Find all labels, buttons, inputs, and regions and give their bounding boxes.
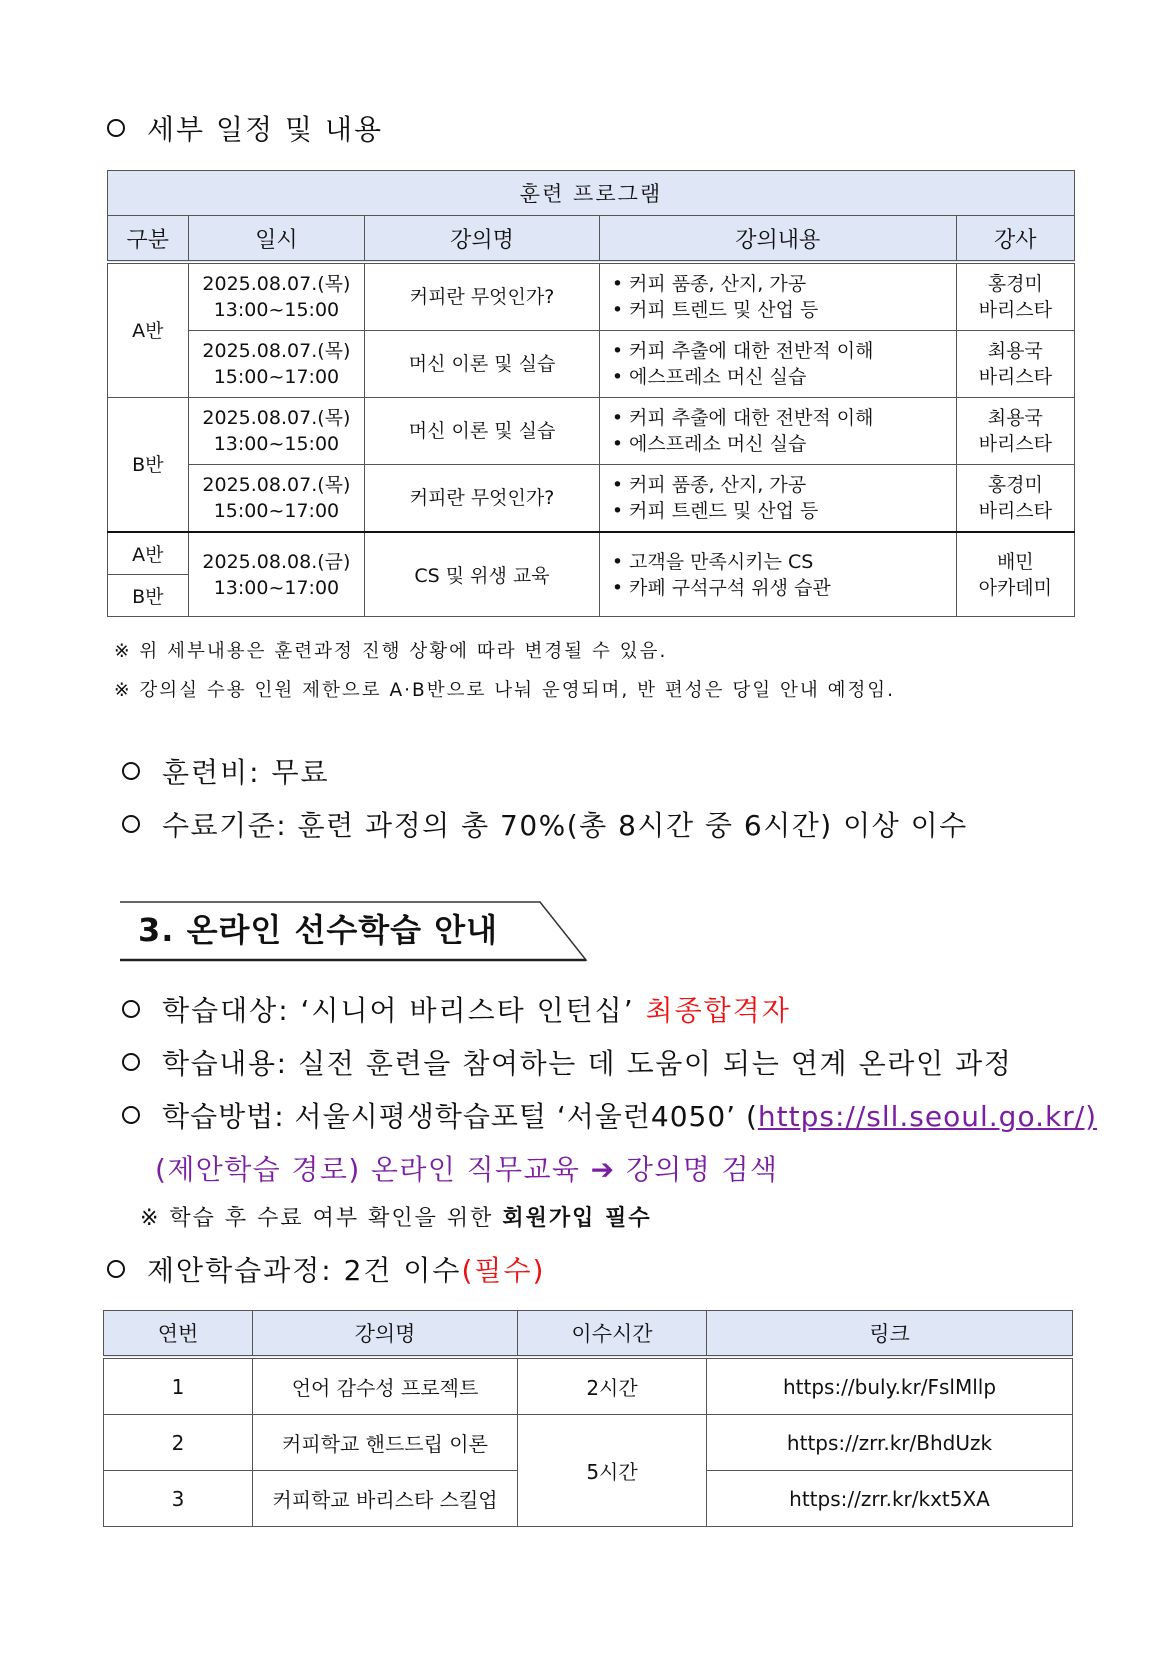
header-instructor: 강사: [956, 216, 1074, 263]
date-text: 2025.08.08.(금): [202, 550, 351, 573]
section-heading-detail: [107, 108, 383, 148]
content-line: • 커피 추출에 대한 전반적 이해: [611, 340, 874, 362]
circle-bullet-icon: [107, 1260, 125, 1278]
circle-bullet-icon: [122, 1053, 140, 1071]
lecture-cell: 머신 이론 및 실습: [365, 331, 600, 398]
method-line: [122, 1095, 1097, 1135]
no-cell: 2: [104, 1415, 253, 1471]
circle-bullet-icon: [122, 1106, 140, 1124]
note-line: ※ 강의실 수용 인원 제한으로 A·B반으로 나눠 운영되며, 반 편성은 당일 안내 예정임.: [114, 680, 896, 701]
time-text: 13:00~15:00: [213, 433, 340, 455]
date-text: 2025.08.07.(목): [202, 340, 351, 362]
header-hours: 이수시간: [518, 1311, 707, 1358]
instructor-role: 바리스타: [978, 299, 1053, 321]
fee-text: 훈련비: 무료: [162, 756, 330, 789]
link-cell[interactable]: https://zrr.kr/BhdUzk: [707, 1415, 1073, 1471]
table-caption: 훈련 프로그램: [108, 171, 1075, 216]
instructor-cell: [956, 465, 1074, 533]
instructor-name: 홍경미: [987, 273, 1043, 295]
content-text: 학습내용: 실전 훈련을 참여하는 데 도움이 되는 연계 온라인 과정: [162, 1047, 1013, 1080]
instructor-name: 배민: [996, 550, 1034, 573]
completion-line: [122, 804, 968, 844]
note-line: ※ 위 세부내용은 훈련과정 진행 상황에 따라 변경될 수 있음.: [114, 641, 668, 662]
courses-line: [107, 1249, 545, 1289]
link-cell[interactable]: https://buly.kr/FslMllp: [707, 1357, 1073, 1415]
courses-text: 제안학습과정: 2건 이수: [147, 1254, 462, 1287]
time-text: 15:00~17:00: [213, 500, 340, 522]
group-label: B반: [108, 575, 189, 617]
time-text: 13:00~15:00: [213, 299, 340, 321]
portal-link[interactable]: https://sll.seoul.go.kr/): [757, 1100, 1098, 1133]
date-text: 2025.08.07.(목): [202, 474, 351, 496]
hours-cell: 2시간: [518, 1357, 707, 1415]
content-cell: [599, 398, 956, 465]
time-text: 15:00~17:00: [213, 366, 340, 388]
instructor-name: 최용국: [987, 407, 1043, 429]
fee-line: [122, 751, 330, 791]
membership-note: [140, 1201, 652, 1232]
course-table: [103, 1310, 1073, 1527]
instructor-cell: [956, 532, 1074, 617]
datetime-cell: [188, 331, 365, 398]
header-no: 연번: [104, 1311, 253, 1358]
content-cell: [599, 331, 956, 398]
group-label: A반: [108, 532, 189, 575]
title-cell: 언어 감수성 프로젝트: [253, 1357, 518, 1415]
membership-note-bold: 회원가입 필수: [502, 1206, 652, 1231]
content-line: • 고객을 만족시키는 CS: [611, 550, 814, 573]
instructor-role: 바리스타: [978, 366, 1053, 388]
instructor-role: 아카데미: [978, 576, 1053, 599]
header-link: 링크: [707, 1311, 1073, 1358]
datetime-cell: [188, 262, 365, 331]
content-line: [122, 1042, 1012, 1082]
datetime-cell: [188, 532, 365, 617]
link-cell[interactable]: https://zrr.kr/kxt5XA: [707, 1471, 1073, 1527]
table-row: [108, 465, 1075, 533]
membership-note-text: ※ 학습 후 수료 여부 확인을 위한: [140, 1206, 503, 1231]
target-text: 학습대상: ‘시니어 바리스타 인턴십’: [162, 994, 646, 1027]
method-text: 학습방법: 서울시평생학습포털 ‘서울런4050’ (: [162, 1100, 758, 1133]
title-cell: 커피학교 핸드드립 이론: [253, 1415, 518, 1471]
circle-bullet-icon: [122, 1000, 140, 1018]
table-row: [108, 262, 1075, 331]
time-text: 13:00~17:00: [213, 576, 340, 599]
courses-highlight: (필수): [461, 1254, 546, 1287]
header-datetime: 일시: [188, 216, 365, 263]
instructor-cell: [956, 262, 1074, 331]
instructor-name: 최용국: [987, 340, 1043, 362]
lecture-cell: 커피란 무엇인가?: [365, 262, 600, 331]
hours-cell: 5시간: [518, 1415, 707, 1527]
completion-text: 수료기준: 훈련 과정의 총 70%(총 8시간 중 6시간) 이상 이수: [162, 809, 968, 842]
content-cell: [599, 532, 956, 617]
circle-bullet-icon: [122, 762, 140, 780]
circle-bullet-icon: [107, 119, 125, 137]
datetime-cell: [188, 398, 365, 465]
content-line: • 카페 구석구석 위생 습관: [611, 576, 831, 599]
section-title: 3. 온라인 선수학습 안내: [138, 911, 499, 949]
date-text: 2025.08.07.(목): [202, 273, 351, 295]
path-line: (제안학습 경로) 온라인 직무교육 ➔ 강의명 검색: [155, 1153, 779, 1186]
instructor-name: 홍경미: [987, 474, 1043, 496]
group-label: A반: [108, 262, 189, 398]
table-row: [108, 398, 1075, 465]
no-cell: 3: [104, 1471, 253, 1527]
circle-bullet-icon: [122, 815, 140, 833]
no-cell: 1: [104, 1357, 253, 1415]
content-line: • 에스프레소 머신 실습: [611, 366, 807, 388]
content-line: • 에스프레소 머신 실습: [611, 433, 807, 455]
content-cell: [599, 465, 956, 533]
lecture-cell: 머신 이론 및 실습: [365, 398, 600, 465]
title-cell: 커피학교 바리스타 스킬업: [253, 1471, 518, 1527]
header-division: 구분: [108, 216, 189, 263]
lecture-cell: 커피란 무엇인가?: [365, 465, 600, 533]
content-line: • 커피 트렌드 및 산업 등: [611, 500, 819, 522]
datetime-cell: [188, 465, 365, 533]
table-row: [104, 1415, 1073, 1471]
table-row: [104, 1357, 1073, 1415]
content-cell: [599, 262, 956, 331]
date-text: 2025.08.07.(목): [202, 407, 351, 429]
section-heading-text: 세부 일정 및 내용: [147, 113, 384, 146]
content-line: • 커피 트렌드 및 산업 등: [611, 299, 819, 321]
content-line: • 커피 품종, 산지, 가공: [611, 474, 807, 496]
instructor-role: 바리스타: [978, 500, 1053, 522]
target-line: [122, 989, 791, 1029]
header-lecture: 강의명: [365, 216, 600, 263]
table-row: [108, 331, 1075, 398]
content-line: • 커피 추출에 대한 전반적 이해: [611, 407, 874, 429]
header-content: 강의내용: [599, 216, 956, 263]
group-label: B반: [108, 398, 189, 533]
instructor-cell: [956, 398, 1074, 465]
header-title: 강의명: [253, 1311, 518, 1358]
table-row: [108, 532, 1075, 575]
instructor-cell: [956, 331, 1074, 398]
lecture-cell: CS 및 위생 교육: [365, 532, 600, 617]
target-highlight: 최종합격자: [645, 994, 791, 1027]
instructor-role: 바리스타: [978, 433, 1053, 455]
content-line: • 커피 품종, 산지, 가공: [611, 273, 807, 295]
program-table: [107, 170, 1075, 617]
